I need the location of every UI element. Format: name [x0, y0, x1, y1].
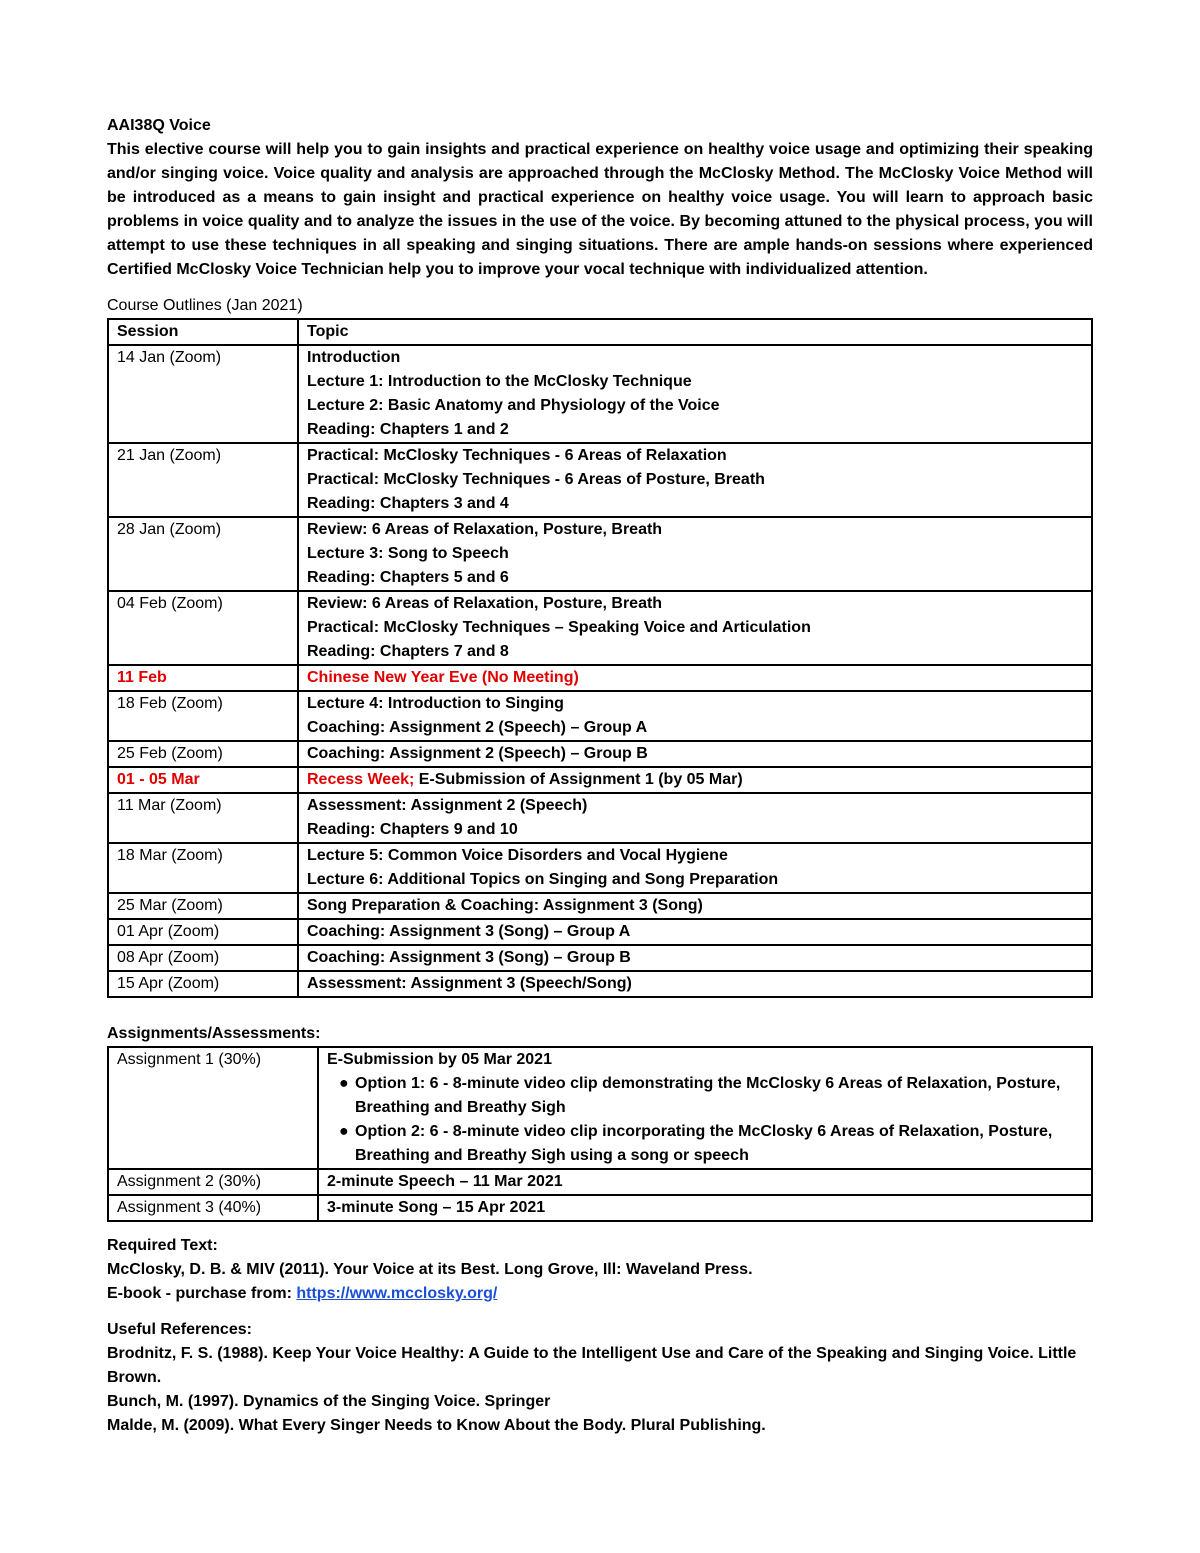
list-item — [339, 1120, 1083, 1168]
topic-cell — [298, 741, 1092, 767]
table-row — [108, 1169, 1092, 1195]
topic-line: Reading: Chapters 9 and 10 — [307, 821, 518, 838]
session-cell: 01 - 05 Mar — [108, 767, 298, 793]
recess-note: E-Submission of Assignment 1 (by 05 Mar) — [414, 771, 743, 788]
course-title: AAI38Q Voice — [107, 117, 211, 134]
header-topic: Topic — [298, 319, 1092, 345]
required-text-label: Required Text: — [107, 1237, 218, 1254]
topic-cell — [298, 893, 1092, 919]
session-cell: 18 Feb (Zoom) — [108, 691, 298, 741]
table-row — [108, 919, 1092, 945]
reference-2: Bunch, M. (1997). Dynamics of the Singing Voice. Springer — [107, 1393, 551, 1410]
reference-1: Brodnitz, F. S. (1988). Keep Your Voice Healthy: A Guide to the Intelligent Use and Care of the Speaking and Singing Voice. Little Brown. — [107, 1345, 1077, 1386]
topic-line: Reading: Chapters 5 and 6 — [307, 569, 509, 586]
topic-cell — [298, 919, 1092, 945]
topic-line: Reading: Chapters 1 and 2 — [307, 421, 509, 438]
session-cell: 08 Apr (Zoom) — [108, 945, 298, 971]
topic-line: Lecture 4: Introduction to Singing — [307, 695, 564, 712]
document-page — [107, 114, 1093, 1438]
table-row — [108, 971, 1092, 997]
reference-3: Malde, M. (2009). What Every Singer Needs to Know About the Body. Plural Publishing. — [107, 1417, 766, 1434]
table-row — [108, 767, 1092, 793]
course-outline-table — [107, 318, 1093, 998]
session-cell: 18 Mar (Zoom) — [108, 843, 298, 893]
topic-line: Practical: McClosky Techniques – Speaking Voice and Articulation — [307, 619, 811, 636]
table-row — [108, 665, 1092, 691]
assignment-1-name: Assignment 1 (30%) — [108, 1047, 318, 1169]
table-row — [108, 893, 1092, 919]
session-cell: 25 Feb (Zoom) — [108, 741, 298, 767]
references-section — [107, 1318, 1093, 1438]
topic-cell — [298, 971, 1092, 997]
topic-cell — [298, 945, 1092, 971]
session-cell: 25 Mar (Zoom) — [108, 893, 298, 919]
table-row — [108, 945, 1092, 971]
topic-cell — [298, 767, 1092, 793]
assignment-1-headline: E-Submission by 05 Mar 2021 — [327, 1051, 552, 1068]
table-row — [108, 793, 1092, 843]
assignment-2-name: Assignment 2 (30%) — [108, 1169, 318, 1195]
topic-line: Coaching: Assignment 3 (Song) – Group A — [307, 923, 631, 940]
topic-line: Practical: McClosky Techniques - 6 Areas of Relaxation — [307, 447, 727, 464]
topic-cell — [298, 665, 1092, 691]
option-1-text: Option 1: 6 - 8-minute video clip demonstrating the McClosky 6 Areas of Relaxation, Posture, Breathing and Breathy Sigh — [355, 1075, 1061, 1116]
session-cell: 14 Jan (Zoom) — [108, 345, 298, 443]
topic-line: Practical: McClosky Techniques - 6 Areas of Posture, Breath — [307, 471, 765, 488]
topic-cell — [298, 517, 1092, 591]
bullet-icon: ● — [339, 1075, 349, 1092]
table-row — [108, 517, 1092, 591]
assignment-1-detail — [318, 1047, 1092, 1169]
table-row — [108, 345, 1092, 443]
topic-cell — [298, 591, 1092, 665]
session-cell: 21 Jan (Zoom) — [108, 443, 298, 517]
topic-line: Coaching: Assignment 2 (Speech) – Group A — [307, 719, 648, 736]
topic-line: Coaching: Assignment 3 (Song) – Group B — [307, 949, 631, 966]
session-cell: 11 Feb — [108, 665, 298, 691]
topic-cell — [298, 691, 1092, 741]
assessments-table — [107, 1046, 1093, 1222]
topic-line: Lecture 6: Additional Topics on Singing and Song Preparation — [307, 871, 779, 888]
topic-cell — [298, 793, 1092, 843]
assignment-2-detail: 2-minute Speech – 11 Mar 2021 — [318, 1169, 1092, 1195]
session-cell: 28 Jan (Zoom) — [108, 517, 298, 591]
topic-line: Coaching: Assignment 2 (Speech) – Group B — [307, 745, 648, 762]
references-label: Useful References: — [107, 1321, 252, 1338]
topic-cell — [298, 345, 1092, 443]
topic-line: Reading: Chapters 7 and 8 — [307, 643, 509, 660]
table-row — [108, 741, 1092, 767]
table-row — [108, 691, 1092, 741]
topic-line: Lecture 5: Common Voice Disorders and Vocal Hygiene — [307, 847, 728, 864]
session-cell: 01 Apr (Zoom) — [108, 919, 298, 945]
topic-line: Review: 6 Areas of Relaxation, Posture, Breath — [307, 595, 663, 612]
topic-line: Assessment: Assignment 2 (Speech) — [307, 797, 588, 814]
topic-line: Lecture 1: Introduction to the McClosky Technique — [307, 373, 692, 390]
assignment-1-options — [327, 1072, 1083, 1168]
bullet-icon: ● — [339, 1123, 349, 1140]
recess-label: Recess Week; — [307, 771, 415, 788]
topic-line: Song Preparation & Coaching: Assignment 3 (Song) — [307, 897, 703, 914]
topic-line: Chinese New Year Eve (No Meeting) — [307, 669, 579, 686]
session-cell: 11 Mar (Zoom) — [108, 793, 298, 843]
session-cell: 15 Apr (Zoom) — [108, 971, 298, 997]
table-row — [108, 843, 1092, 893]
required-text-citation: McClosky, D. B. & MIV (2011). Your Voice at its Best. Long Grove, Ill: Waveland Press. — [107, 1261, 753, 1278]
ebook-label: E-book - purchase from: — [107, 1285, 297, 1302]
assignment-3-name: Assignment 3 (40%) — [108, 1195, 318, 1221]
table-row — [108, 591, 1092, 665]
topic-line: Lecture 3: Song to Speech — [307, 545, 509, 562]
required-text-section — [107, 1234, 1093, 1306]
table-row — [108, 443, 1092, 517]
ebook-line — [107, 1282, 1093, 1306]
topic-line: Introduction — [307, 349, 401, 366]
topic-line: Assessment: Assignment 3 (Speech/Song) — [307, 975, 632, 992]
outline-label: Course Outlines (Jan 2021) — [107, 297, 303, 314]
topic-line: Review: 6 Areas of Relaxation, Posture, Breath — [307, 521, 663, 538]
ebook-link[interactable]: https://www.mcclosky.org/ — [296, 1285, 498, 1302]
topic-line: Lecture 2: Basic Anatomy and Physiology of the Voice — [307, 397, 720, 414]
header-session: Session — [108, 319, 298, 345]
assessments-label: Assignments/Assessments: — [107, 1025, 321, 1042]
topic-line: Reading: Chapters 3 and 4 — [307, 495, 509, 512]
course-description: This elective course will help you to gain insights and practical experience on healthy voice usage and optimizing their speaking and/or singing voice. Voice quality and analysis are approached through the McClosky Method. The McClosky Voice Method will be introduced as a means to gain insight and practical experience on healthy voice usage. You will learn to approach basic problems in voice quality and to analyze the issues in the use of the voice. By becoming attuned to the physical process, you will attempt to use these techniques in all speaking and singing situations. There are ample hands-on sessions where experienced Certified McClosky Voice Technician help you to improve your vocal technique with individualized attention. — [107, 141, 1093, 278]
assignment-3-detail: 3-minute Song – 15 Apr 2021 — [318, 1195, 1092, 1221]
session-cell: 04 Feb (Zoom) — [108, 591, 298, 665]
list-item — [339, 1072, 1083, 1120]
table-row — [108, 1047, 1092, 1169]
table-row — [108, 1195, 1092, 1221]
option-2-text: Option 2: 6 - 8-minute video clip incorporating the McClosky 6 Areas of Relaxation, Posture, Breathing and Breathy Sigh using a song or speech — [355, 1123, 1053, 1164]
table-header-row — [108, 319, 1092, 345]
topic-cell — [298, 443, 1092, 517]
topic-cell — [298, 843, 1092, 893]
